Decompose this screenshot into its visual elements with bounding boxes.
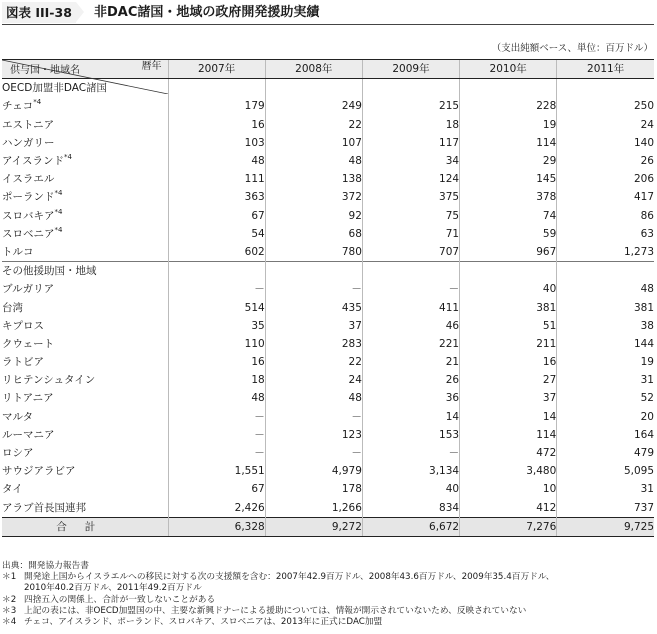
- footnote-text: チェコ、アイスランド、ポーランド、スロバキア、スロベニアは、2013年に正式にDAC加盟: [24, 617, 383, 628]
- value-cell: 75: [362, 207, 459, 225]
- donor-name-cell: [2, 371, 168, 389]
- year-header: 2007年: [168, 60, 265, 79]
- value-cell: 138: [265, 170, 362, 188]
- value-cell: 117: [362, 134, 459, 152]
- value-cell: 48: [265, 389, 362, 407]
- year-header: 2009年: [362, 60, 459, 79]
- value-cell: 16: [460, 353, 557, 371]
- value-cell: 2,426: [168, 499, 265, 518]
- value-cell: 48: [168, 152, 265, 170]
- donor-name-cell: [2, 499, 168, 518]
- value-cell: 67: [168, 480, 265, 498]
- value-cell: 22: [265, 353, 362, 371]
- value-cell: －: [168, 280, 265, 298]
- donor-name-cell: [2, 152, 168, 170]
- group-label: OECD加盟非DAC諸国: [2, 82, 108, 95]
- value-cell: 479: [557, 444, 654, 462]
- donor-name-cell: [2, 97, 168, 115]
- footnote-mark: ＊4: [2, 617, 17, 628]
- value-cell: 51: [460, 317, 557, 335]
- total-value-cell: 6,328: [168, 517, 265, 536]
- donor-name-cell: [2, 225, 168, 243]
- value-cell: 372: [265, 188, 362, 206]
- table-row: [2, 225, 654, 243]
- year-header: 2008年: [265, 60, 362, 79]
- table-row: [2, 480, 654, 498]
- empty-cell: [168, 79, 265, 98]
- total-row: [2, 517, 654, 536]
- table-row: [2, 207, 654, 225]
- value-cell: 35: [168, 317, 265, 335]
- value-cell: 63: [557, 225, 654, 243]
- group-header-row: [2, 262, 654, 281]
- value-cell: 54: [168, 225, 265, 243]
- donor-name: リトアニア: [2, 392, 54, 405]
- empty-cell: [265, 262, 362, 281]
- figure-number: 図表 III-38: [2, 2, 76, 23]
- value-cell: 375: [362, 188, 459, 206]
- table-row: [2, 408, 654, 426]
- value-cell: 14: [460, 408, 557, 426]
- corner-label-year: 暦年: [141, 61, 162, 72]
- footnote-marker: *4: [54, 189, 63, 198]
- value-cell: 26: [362, 371, 459, 389]
- donor-name-cell: [2, 280, 168, 298]
- footnote-marker: *4: [54, 225, 63, 234]
- value-cell: 707: [362, 243, 459, 262]
- donor-name: イスラエル: [2, 173, 55, 186]
- value-cell: 46: [362, 317, 459, 335]
- note-items: [2, 572, 654, 628]
- value-cell: 179: [168, 97, 265, 115]
- table-row: [2, 243, 654, 262]
- footnote-line: [2, 617, 654, 628]
- donor-name: タイ: [2, 483, 23, 496]
- value-cell: 3,480: [460, 462, 557, 480]
- value-cell: 59: [460, 225, 557, 243]
- value-cell: 37: [265, 317, 362, 335]
- value-cell: 19: [460, 116, 557, 134]
- value-cell: －: [265, 444, 362, 462]
- value-cell: 29: [460, 152, 557, 170]
- value-cell: 472: [460, 444, 557, 462]
- table-row: [2, 335, 654, 353]
- donor-name: スロベニア: [2, 227, 55, 240]
- value-cell: 144: [557, 335, 654, 353]
- value-cell: 114: [460, 134, 557, 152]
- value-cell: 124: [362, 170, 459, 188]
- year-header: 2010年: [460, 60, 557, 79]
- value-cell: 206: [557, 170, 654, 188]
- header-corner-cell: [2, 60, 168, 79]
- donor-name-cell: [2, 462, 168, 480]
- total-value-cell: 6,672: [362, 517, 459, 536]
- value-cell: 31: [557, 480, 654, 498]
- value-cell: 250: [557, 97, 654, 115]
- value-cell: －: [168, 408, 265, 426]
- table-row: [2, 152, 654, 170]
- value-cell: 111: [168, 170, 265, 188]
- table-row: [2, 462, 654, 480]
- donor-name: クウェート: [2, 337, 55, 350]
- donor-name: アイスランド: [2, 155, 64, 168]
- value-cell: 211: [460, 335, 557, 353]
- donor-name: ハンガリー: [2, 136, 55, 149]
- footnote-text: 開発途上国からイスラエルへの移民に対する次の支援額を含む：2007年42.9百万ドル、2008年43.6百万ドル、2009年35.4百万ドル、: [24, 572, 555, 583]
- donor-name: チェコ: [2, 100, 34, 113]
- source-note: 出典：開発協力報告書: [2, 561, 89, 571]
- value-cell: 71: [362, 225, 459, 243]
- value-cell: －: [265, 408, 362, 426]
- value-cell: 107: [265, 134, 362, 152]
- donor-name: エストニア: [2, 118, 55, 131]
- table-body: [2, 79, 654, 537]
- value-cell: 48: [557, 280, 654, 298]
- donor-name-cell: [2, 426, 168, 444]
- value-cell: －: [265, 280, 362, 298]
- donor-name-cell: [2, 116, 168, 134]
- value-cell: 1,551: [168, 462, 265, 480]
- empty-cell: [362, 262, 459, 281]
- value-cell: 412: [460, 499, 557, 518]
- table-row: [2, 317, 654, 335]
- value-cell: 602: [168, 243, 265, 262]
- value-cell: 38: [557, 317, 654, 335]
- donor-name-cell: [2, 188, 168, 206]
- donor-name-cell: [2, 207, 168, 225]
- footnote-line: [2, 572, 654, 583]
- value-cell: 48: [168, 389, 265, 407]
- value-cell: 37: [460, 389, 557, 407]
- total-label: 合計: [2, 517, 168, 536]
- donor-name: ラトビア: [2, 356, 44, 369]
- total-value-cell: 9,272: [265, 517, 362, 536]
- empty-cell: [460, 79, 557, 98]
- value-cell: 4,979: [265, 462, 362, 480]
- oda-table: [2, 59, 654, 537]
- empty-cell: [460, 262, 557, 281]
- value-cell: 10: [460, 480, 557, 498]
- footnotes: [2, 561, 654, 628]
- value-cell: 40: [460, 280, 557, 298]
- donor-name-cell: [2, 444, 168, 462]
- header-row: [2, 60, 654, 79]
- donor-name: スロバキア: [2, 209, 55, 222]
- value-cell: －: [362, 444, 459, 462]
- table-row: [2, 371, 654, 389]
- table-row: [2, 389, 654, 407]
- table-row: [2, 134, 654, 152]
- total-value-cell: 9,725: [557, 517, 654, 536]
- donor-name: 台湾: [2, 301, 23, 314]
- footnote-text: 四捨五入の関係上、合計が一致しないことがある: [24, 594, 216, 605]
- table-row: [2, 353, 654, 371]
- value-cell: 737: [557, 499, 654, 518]
- value-cell: 411: [362, 298, 459, 316]
- footnote-mark: ＊3: [2, 605, 17, 616]
- donor-name: ブルガリア: [2, 283, 55, 296]
- figure-title: 非DAC諸国・地域の政府開発援助実績: [94, 5, 320, 20]
- value-cell: 16: [168, 353, 265, 371]
- value-cell: 164: [557, 426, 654, 444]
- value-cell: 967: [460, 243, 557, 262]
- value-cell: 417: [557, 188, 654, 206]
- donor-name-cell: [2, 389, 168, 407]
- value-cell: 67: [168, 207, 265, 225]
- value-cell: 36: [362, 389, 459, 407]
- value-cell: 834: [362, 499, 459, 518]
- value-cell: 1,266: [265, 499, 362, 518]
- donor-name-cell: [2, 480, 168, 498]
- value-cell: 16: [168, 116, 265, 134]
- value-cell: 114: [460, 426, 557, 444]
- donor-name: ロシア: [2, 447, 34, 460]
- value-cell: 145: [460, 170, 557, 188]
- donor-name-cell: [2, 408, 168, 426]
- footnote-marker: *4: [54, 207, 63, 216]
- value-cell: 103: [168, 134, 265, 152]
- value-cell: －: [168, 426, 265, 444]
- donor-name-cell: [2, 298, 168, 316]
- donor-name: リヒテンシュタイン: [2, 374, 96, 387]
- value-cell: 20: [557, 408, 654, 426]
- table-row: [2, 170, 654, 188]
- donor-name: ルーマニア: [2, 428, 55, 441]
- value-cell: 378: [460, 188, 557, 206]
- value-cell: 48: [265, 152, 362, 170]
- empty-cell: [265, 79, 362, 98]
- value-cell: 215: [362, 97, 459, 115]
- footnote-line: [2, 595, 654, 606]
- value-cell: －: [168, 444, 265, 462]
- value-cell: 5,095: [557, 462, 654, 480]
- value-cell: －: [362, 280, 459, 298]
- donor-name-cell: [2, 243, 168, 262]
- footnote-mark: ＊1: [2, 572, 17, 583]
- value-cell: 18: [362, 116, 459, 134]
- value-cell: 514: [168, 298, 265, 316]
- value-cell: 780: [265, 243, 362, 262]
- corner-label-donor: 供与国・地域名: [10, 65, 80, 77]
- value-cell: 86: [557, 207, 654, 225]
- value-cell: 27: [460, 371, 557, 389]
- value-cell: 24: [557, 116, 654, 134]
- value-cell: 381: [460, 298, 557, 316]
- value-cell: 18: [168, 371, 265, 389]
- value-cell: 40: [362, 480, 459, 498]
- empty-cell: [557, 79, 654, 98]
- donor-name-cell: [2, 317, 168, 335]
- donor-name-cell: [2, 335, 168, 353]
- table-row: [2, 298, 654, 316]
- value-cell: 153: [362, 426, 459, 444]
- footnote-marker: *4: [63, 153, 72, 162]
- empty-cell: [168, 262, 265, 281]
- group-label: その他援助国・地域: [2, 262, 168, 281]
- donor-name-cell: [2, 170, 168, 188]
- value-cell: 92: [265, 207, 362, 225]
- footnote-mark: ＊2: [2, 594, 17, 605]
- empty-cell: [557, 262, 654, 281]
- value-cell: 381: [557, 298, 654, 316]
- donor-name: サウジアラビア: [2, 465, 76, 478]
- value-cell: 178: [265, 480, 362, 498]
- unit-note: （支出純額ベース、単位：百万ドル）: [491, 43, 653, 54]
- donor-name-cell: [2, 134, 168, 152]
- value-cell: 283: [265, 335, 362, 353]
- value-cell: 435: [265, 298, 362, 316]
- value-cell: 110: [168, 335, 265, 353]
- footnote-marker: *4: [33, 98, 42, 107]
- value-cell: 221: [362, 335, 459, 353]
- value-cell: 249: [265, 97, 362, 115]
- value-cell: 22: [265, 116, 362, 134]
- value-cell: 52: [557, 389, 654, 407]
- footnote-line: [2, 606, 654, 617]
- value-cell: 24: [265, 371, 362, 389]
- footnote-text: 上記の表には、非OECD加盟国の中、主要な新興ドナーによる援助については、情報が開示されていないため、反映されていない: [24, 605, 527, 616]
- value-cell: 14: [362, 408, 459, 426]
- figure-title-bar: [2, 2, 654, 25]
- title-arrow-shape: [76, 2, 84, 22]
- table-row: [2, 499, 654, 518]
- total-value-cell: 7,276: [460, 517, 557, 536]
- value-cell: 31: [557, 371, 654, 389]
- value-cell: 1,273: [557, 243, 654, 262]
- table-row: [2, 97, 654, 115]
- value-cell: 26: [557, 152, 654, 170]
- donor-name: マルタ: [2, 410, 34, 423]
- table-row: [2, 116, 654, 134]
- table-row: [2, 188, 654, 206]
- donor-name: ポーランド: [2, 191, 55, 204]
- value-cell: 19: [557, 353, 654, 371]
- table-row: [2, 426, 654, 444]
- value-cell: 68: [265, 225, 362, 243]
- donor-name-cell: [2, 353, 168, 371]
- donor-name: アラブ首長国連邦: [2, 501, 86, 514]
- value-cell: 363: [168, 188, 265, 206]
- value-cell: 3,134: [362, 462, 459, 480]
- donor-name: キプロス: [2, 319, 44, 332]
- value-cell: 123: [265, 426, 362, 444]
- table-row: [2, 444, 654, 462]
- value-cell: 21: [362, 353, 459, 371]
- value-cell: 34: [362, 152, 459, 170]
- table-row: [2, 280, 654, 298]
- value-cell: 228: [460, 97, 557, 115]
- value-cell: 74: [460, 207, 557, 225]
- value-cell: 140: [557, 134, 654, 152]
- donor-name: トルコ: [2, 245, 34, 258]
- empty-cell: [362, 79, 459, 98]
- footnote-continuation: 2010年40.2百万ドル、2011年49.2百万ドル: [24, 583, 202, 594]
- year-header: 2011年: [557, 60, 654, 79]
